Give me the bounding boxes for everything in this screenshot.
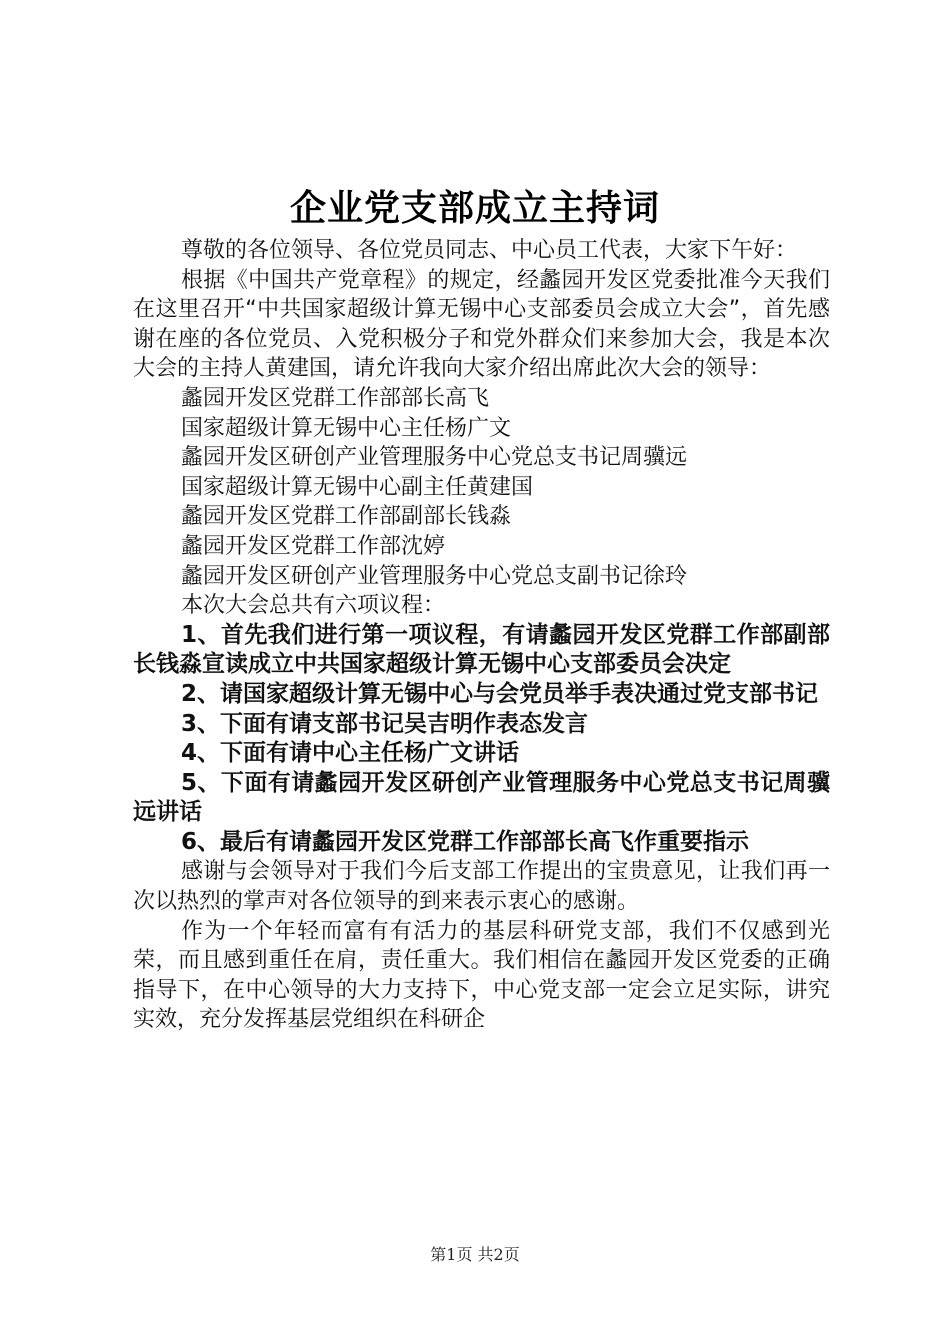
leaders-list	[133, 384, 830, 591]
leader-item: 蠡园开发区党群工作部沈婷	[181, 533, 446, 559]
leader-item: 国家超级计算无锡中心主任杨广文	[181, 415, 512, 441]
agenda-item: 3、下面有请支部书记吴吉明作表态发言	[181, 710, 589, 737]
leader-item: 蠡园开发区党群工作部副部长钱淼	[181, 504, 512, 530]
agenda-item: 2、请国家超级计算无锡中心与会党员举手表决通过党支部书记	[181, 680, 819, 707]
agenda-item: 4、下面有请中心主任杨广文讲话	[181, 740, 520, 767]
agenda-list	[133, 621, 830, 858]
greeting-paragraph: 尊敬的各位领导、各位党员同志、中心员工代表，大家下午好：	[181, 238, 798, 263]
document-title: 企业党支部成立主持词	[289, 187, 660, 229]
agenda-intro: 本次大会总共有六项议程：	[181, 593, 446, 619]
closing-paragraph: 作为一个年轻而富有有活力的基层科研党支部，我们不仅感到光荣，而且感到重任在肩，责任重大。我们相信在蠡园开发区党委的正确指导下，在中心领导的大力支持下，中心党支部一定会立足实际，讲究实效，充分发挥基层党组织在科研企	[133, 918, 830, 1033]
leader-item: 蠡园开发区党群工作部部长高飞	[181, 385, 490, 411]
intro-paragraph: 根据《中国共产党章程》的规定，经蠡园开发区党委批准今天我们在这里召开“中共国家超级计算无锡中心支部委员会成立大会”，首先感谢在座的各位党员、入党积极分子和党外群众们来参加大会，我是本次大会的主持人黄建国，请允许我向大家介绍出席此次大会的领导：	[133, 267, 830, 382]
thanks-paragraph: 感谢与会领导对于我们今后支部工作提出的宝贵意见，让我们再一次以热烈的掌声对各位领导的到来表示衷心的感谢。	[133, 859, 830, 915]
leader-item: 国家超级计算无锡中心副主任黄建国	[181, 474, 534, 500]
agenda-item: 6、最后有请蠡园开发区党群工作部部长高飞作重要指示	[181, 828, 750, 855]
page-number-footer: 第1页 共2页	[430, 1245, 520, 1264]
agenda-item: 5、下面有请蠡园开发区研创产业管理服务中心党总支书记周骥远讲话	[133, 769, 830, 826]
agenda-item: 1、首先我们进行第一项议程，有请蠡园开发区党群工作部副部长钱淼宣读成立中共国家超级计算无锡中心支部委员会决定	[133, 621, 830, 678]
leader-item: 蠡园开发区研创产业管理服务中心党总支副书记徐玲	[181, 563, 688, 589]
leader-item: 蠡园开发区研创产业管理服务中心党总支书记周骥远	[181, 445, 688, 471]
document-body	[133, 236, 830, 1035]
